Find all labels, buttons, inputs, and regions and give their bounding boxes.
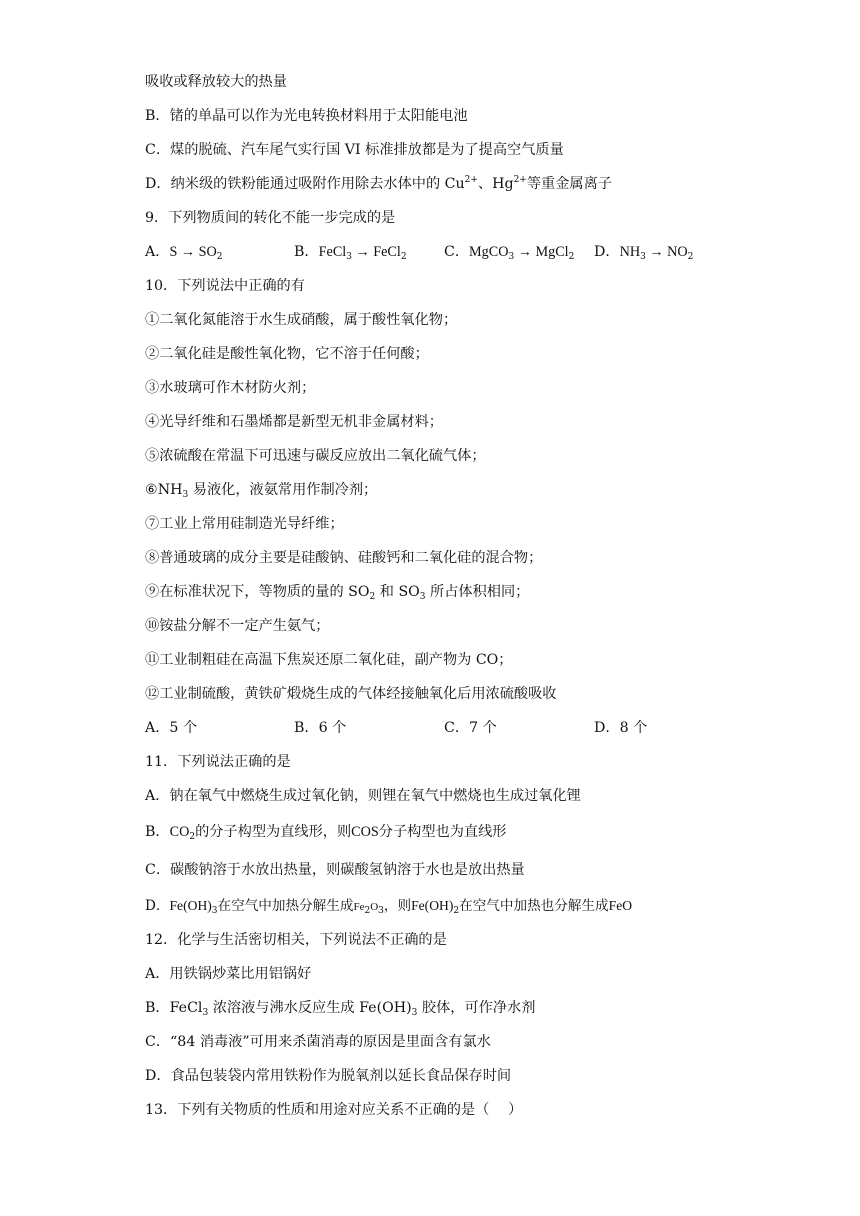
- q10-option-d: D．8 个: [594, 720, 648, 736]
- q12-option-a: A．用铁锅炒菜比用铝锅好: [145, 966, 312, 982]
- q9-option-a: A．$S \to SO_2$: [145, 244, 223, 262]
- q10-statement-11: ⑪工业制粗硅在高温下焦炭还原二氧化硅，副产物为 CO；: [145, 652, 513, 668]
- q12-stem: 12．化学与生活密切相关，下列说法不正确的是: [145, 932, 447, 948]
- q12-option-b: B．FeCl$_3$ 浓溶液与沸水反应生成 $Fe(OH)_3$ 胶体，可作净水剂: [145, 1000, 536, 1018]
- q10-option-b: B．6 个: [294, 720, 347, 736]
- q9-option-c: C．MgCO$_3$ → MgCl$_2$: [444, 244, 575, 262]
- q10-statement-2: ②二氧化硅是酸性氧化物，它不溶于任何酸；: [145, 346, 429, 362]
- q9-option-d: D．$NH_3 \to NO_2$: [594, 244, 694, 262]
- q10-option-c: C．7 个: [444, 720, 497, 736]
- q10-statement-4: ④光导纤维和石墨烯都是新型无机非金属材料；: [145, 414, 443, 430]
- q8-option-c: C．煤的脱硫、汽车尾气实行国 VI 标准排放都是为了提高空气质量: [145, 142, 564, 158]
- q10-statement-6: $⑥NH_3$ 易液化，液氨常用作制冷剂；: [145, 482, 378, 500]
- q13-stem: 13．下列有关物质的性质和用途对应关系不正确的是（ ）: [145, 1102, 523, 1118]
- q10-option-a: A．5 个: [145, 720, 198, 736]
- q10-stem: 10．下列说法中正确的有: [145, 278, 305, 294]
- q11-option-b: B．$CO_2$的分子构型为直线形，则COS分子构型也为直线形: [145, 824, 507, 842]
- q10-statement-8: ⑧普通玻璃的成分主要是硅酸钠、硅酸钙和二氧化硅的混合物；: [145, 550, 543, 566]
- q10-statement-1: ①二氧化氮能溶于水生成硝酸，属于酸性氧化物；: [145, 312, 458, 328]
- q11-option-c: C．碳酸钠溶于水放出热量，则碳酸氢钠溶于水也是放出热量: [145, 862, 525, 878]
- q9-option-b: B．FeCl$_3$ → FeCl$_2$: [294, 244, 407, 262]
- q11-option-d: D．$Fe(OH)_3$在空气中加热分解生成$Fe_2O_3$，则$Fe(OH)_2$在空气中加热也分解生成FeO: [145, 898, 633, 916]
- q10-statement-10: ⑩铵盐分解不一定产生氨气；: [145, 618, 330, 634]
- q12-option-c: C．“84 消毒液”可用来杀菌消毒的原因是里面含有氯水: [145, 1034, 491, 1050]
- q11-option-a: A．钠在氧气中燃烧生成过氧化钠，则锂在氧气中燃烧也生成过氧化锂: [145, 788, 581, 804]
- q8-continuation-text: 吸收或释放较大的热量: [145, 74, 287, 90]
- q11-stem: 11．下列说法正确的是: [145, 754, 291, 770]
- q10-statement-3: ③水玻璃可作木材防火剂；: [145, 380, 316, 396]
- q10-statement-7: ⑦工业上常用硅制造光导纤维；: [145, 516, 344, 532]
- q10-statement-9: ⑨在标准状况下，等物质的量的 $SO_2$ 和 $SO_3$ 所占体积相同；: [145, 584, 530, 602]
- q10-statement-12: ⑫工业制硫酸，黄铁矿煅烧生成的气体经接触氧化后用浓硫酸吸收: [145, 686, 557, 702]
- q10-statement-5: ⑤浓硫酸在常温下可迅速与碳反应放出二氧化硫气体；: [145, 448, 486, 464]
- q8-option-b: B．锗的单晶可以作为光电转换材料用于太阳能电池: [145, 108, 468, 124]
- q12-option-d: D．食品包装袋内常用铁粉作为脱氧剂以延长食品保存时间: [145, 1068, 512, 1084]
- q8-option-d: D．纳米级的铁粉能通过吸附作用除去水体中的 $Cu^{2+}$、$Hg^{2+}$等重金属离子: [145, 175, 612, 192]
- q9-stem: 9．下列物质间的转化不能一步完成的是: [145, 210, 396, 226]
